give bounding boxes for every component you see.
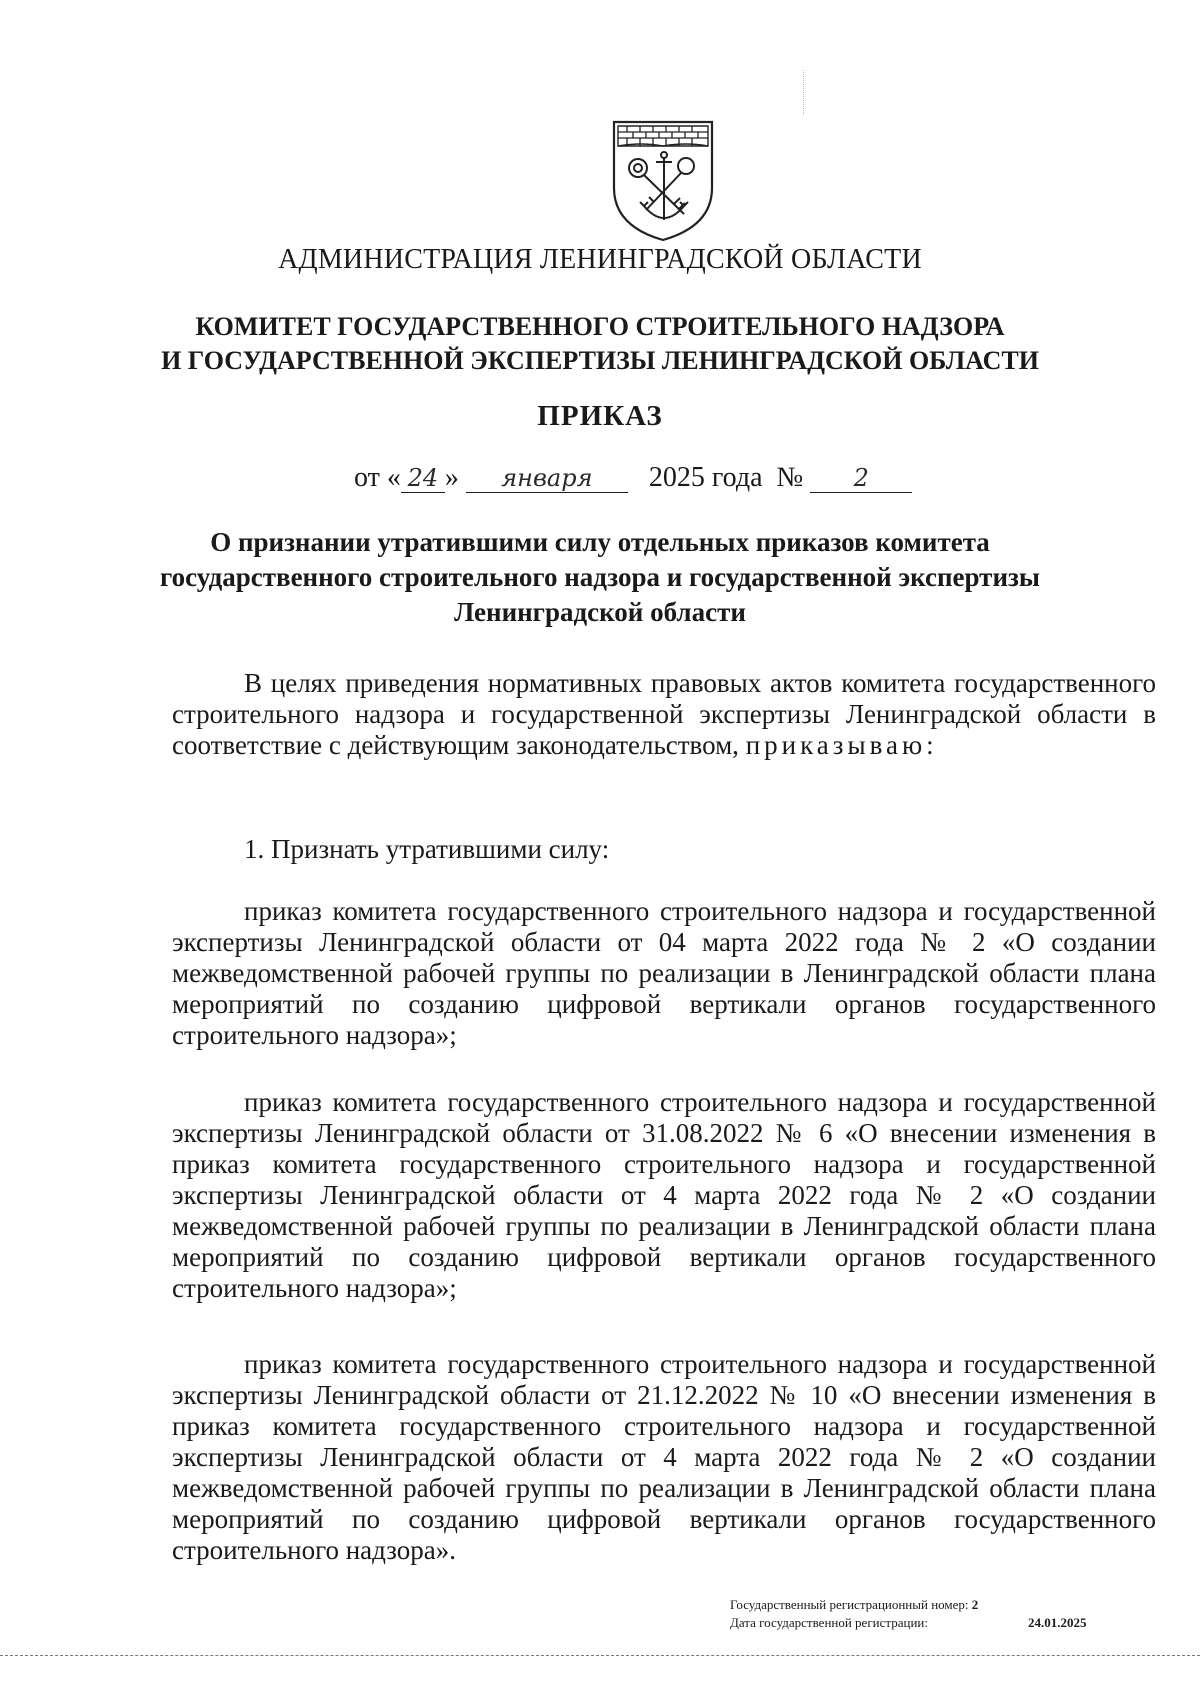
- document-type: ПРИКАЗ: [537, 400, 663, 432]
- registration-number-value: 2: [971, 1597, 979, 1612]
- registration-number-row: [730, 1596, 978, 1614]
- open-quote: «: [386, 462, 401, 493]
- registration-stamp: [730, 1596, 1087, 1632]
- order-date-line: [354, 462, 912, 494]
- committee-name-line-2: И ГОСУДАРСТВЕННОЙ ЭКСПЕРТИЗЫ ЛЕНИНГРАДСКОЙ ОБЛАСТИ: [161, 346, 1039, 375]
- handwritten-month: января: [466, 464, 628, 493]
- close-quote: »: [444, 462, 459, 493]
- repealed-order-3: приказ комитета государственного строительного надзора и государственной экспертизы Ленинградской области от 21.12.2022 № 10 «О внесении изменения в приказ комитета государственного строительного надзора и государственной экспертизы Ленинградской области от 4 марта 2022 года № 2 «О создании межведомственной рабочей группы по реализации в Ленинградской области плана мероприятий по созданию цифровой вертикали органов государственного строительного надзора».: [172, 1349, 1156, 1565]
- bottom-rule: [0, 1655, 1200, 1656]
- year-text: 2025 года: [648, 462, 763, 493]
- handwritten-number: 2: [810, 464, 912, 493]
- intro-paragraph: [172, 668, 1156, 761]
- repealed-order-1: приказ комитета государственного строительного надзора и государственной экспертизы Ленинградской области от 04 марта 2022 года № 2 «О создании межведомственной рабочей группы по реализации в Ленинградской области плана мероприятий по созданию цифровой вертикали органов государственного строительного надзора»;: [172, 896, 1156, 1050]
- repealed-order-2: приказ комитета государственного строительного надзора и государственной экспертизы Ленинградской области от 31.08.2022 № 6 «О внесении изменения в приказ комитета государственного строительного надзора и государственной экспертизы Ленинградской области от 4 марта 2022 года № 2 «О создании межведомственной рабочей группы по реализации в Ленинградской области плана мероприятий по созданию цифровой вертикали органов государственного строительного надзора»;: [172, 1087, 1156, 1303]
- item-1-heading: 1. Признать утратившими силу:: [244, 834, 610, 864]
- resolve-word: приказываю:: [745, 730, 938, 760]
- handwritten-day: 24: [401, 464, 445, 493]
- order-title-line-2: государственного строительного надзора и государственной экспертизы: [160, 562, 1040, 592]
- administration-title: АДМИНИСТРАЦИЯ ЛЕНИНГРАДСКОЙ ОБЛАСТИ: [278, 244, 922, 275]
- number-sign: №: [776, 462, 804, 493]
- intro-text: В целях приведения нормативных правовых актов комитета государственного строительного надзора и государственной экспертизы Ленинградской области в соответствие с действующим законодательством,: [172, 668, 1156, 760]
- order-title: [0, 525, 1200, 630]
- order-title-line-1: О признании утратившими силу отдельных приказов комитета: [210, 527, 990, 557]
- date-prefix: от: [354, 462, 380, 493]
- registration-date-label: Дата государственной регистрации:: [730, 1615, 928, 1630]
- committee-name-line-1: КОМИТЕТ ГОСУДАРСТВЕННОГО СТРОИТЕЛЬНОГО НАДЗОРА: [195, 312, 1005, 341]
- registration-number-label: Государственный регистрационный номер:: [730, 1597, 969, 1612]
- registration-date-row: [730, 1614, 978, 1632]
- order-title-line-3: Ленинградской области: [454, 597, 746, 627]
- coat-of-arms-icon: [610, 118, 716, 244]
- committee-name: [0, 310, 1200, 378]
- fold-mark: [803, 70, 804, 115]
- registration-date-value: 24.01.2025: [1028, 1615, 1087, 1630]
